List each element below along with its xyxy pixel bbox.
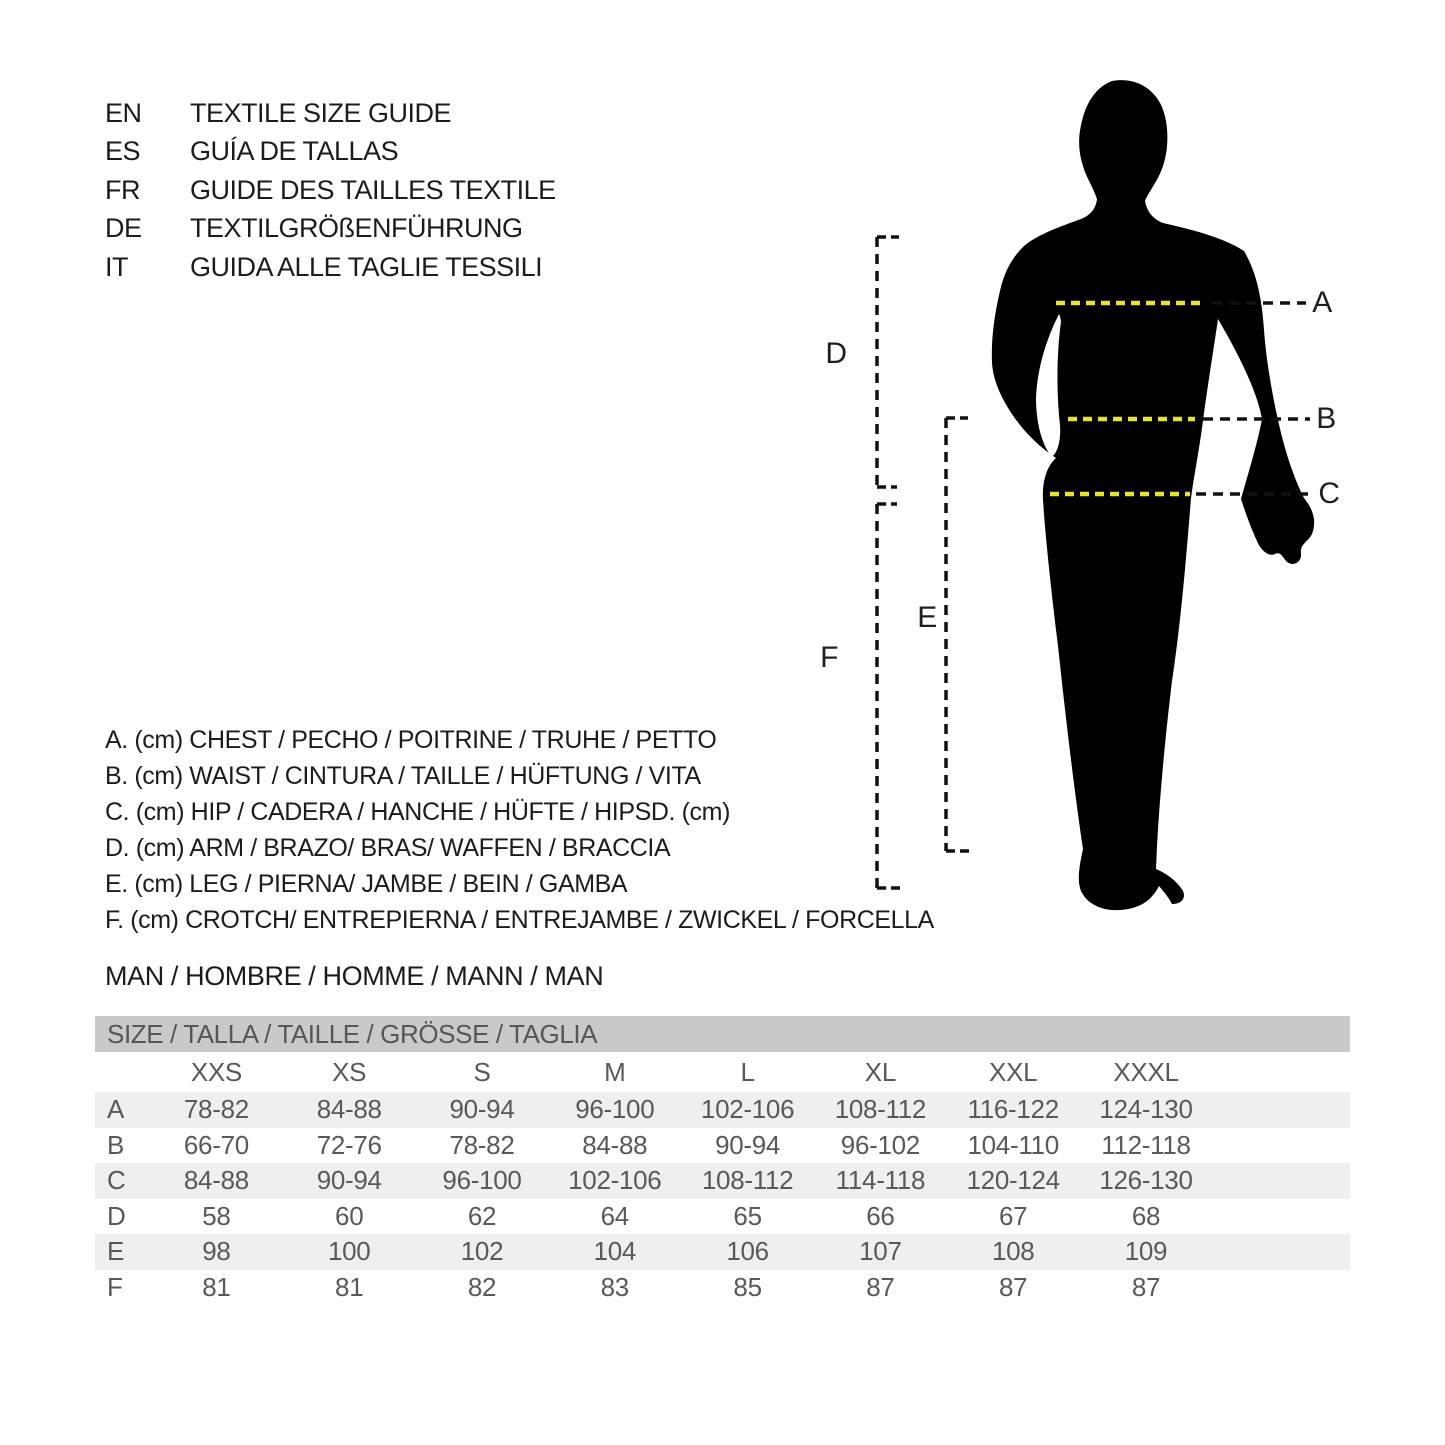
table-cell: 104 <box>593 1236 637 1267</box>
size-table-header: SIZE / TALLA / TAILLE / GRÖSSE / TAGLIA <box>95 1016 1350 1052</box>
table-cell: 120-124 <box>966 1165 1060 1196</box>
legend-arm: D. (cm) ARM / BRAZO/ BRAS/ WAFFEN / BRACCIA <box>105 833 671 862</box>
table-cell: 108-112 <box>701 1165 794 1196</box>
legend-waist: B. (cm) WAIST / CINTURA / TAILLE / HÜFTUNG / VITA <box>105 761 701 790</box>
table-cell: 116-122 <box>967 1094 1059 1125</box>
table-cell: 96-100 <box>442 1165 522 1196</box>
size-labels-row <box>95 1052 1350 1092</box>
table-row-waist <box>95 1128 1350 1164</box>
lang-code: EN <box>105 97 142 128</box>
lang-title: GUÍA DE TALLAS <box>190 136 399 167</box>
table-cell: 98 <box>202 1236 231 1267</box>
table-cell: 112-118 <box>1101 1129 1191 1160</box>
lang-title: TEXTILE SIZE GUIDE <box>190 97 452 128</box>
table-row-arm <box>95 1199 1350 1235</box>
table-cell: 90-94 <box>715 1129 781 1160</box>
size-col-l: L <box>740 1056 755 1087</box>
table-cell: 96-100 <box>575 1094 655 1125</box>
table-cell: 104-110 <box>967 1129 1059 1160</box>
table-cell: 126-130 <box>1099 1165 1193 1196</box>
row-label: E <box>107 1236 125 1267</box>
table-cell: 100 <box>327 1236 371 1267</box>
lang-row-de <box>105 210 556 249</box>
table-cell: 64 <box>600 1200 629 1231</box>
table-cell: 82 <box>467 1271 497 1302</box>
table-cell: 84-88 <box>316 1094 382 1125</box>
table-cell: 114-118 <box>835 1165 926 1196</box>
table-cell: 78-82 <box>449 1129 515 1160</box>
lang-code: FR <box>105 174 140 205</box>
table-cell: 87 <box>999 1271 1028 1302</box>
table-cell: 102-106 <box>700 1094 795 1125</box>
table-cell: 124-130 <box>1099 1094 1193 1125</box>
legend-hip: C. (cm) HIP / CADERA / HANCHE / HÜFTE / HIPSD. (cm) <box>105 797 731 826</box>
table-cell: 90-94 <box>449 1094 515 1125</box>
table-cell: 106 <box>726 1236 769 1267</box>
row-label: F <box>107 1271 123 1302</box>
size-col-xs: XS <box>332 1056 367 1087</box>
measure-label-hip: C <box>1318 477 1340 510</box>
legend-chest: A. (cm) CHEST / PECHO / POITRINE / TRUHE / PETTO <box>105 725 717 754</box>
measure-label-chest: A <box>1312 286 1332 319</box>
lang-code: IT <box>105 251 128 282</box>
lang-title: GUIDE DES TAILLES TEXTILE <box>190 174 556 205</box>
table-cell: 72-76 <box>316 1129 382 1160</box>
table-cell: 96-102 <box>840 1129 920 1160</box>
gender-title: MAN / HOMBRE / HOMME / MANN / MAN <box>105 961 604 991</box>
lang-row-it <box>105 248 556 287</box>
legend-leg: E. (cm) LEG / PIERNA/ JAMBE / BEIN / GAMBA <box>105 869 628 898</box>
table-cell: 67 <box>999 1200 1028 1231</box>
measure-label-waist: B <box>1316 402 1336 435</box>
table-cell: 108 <box>991 1236 1035 1267</box>
table-row-hip <box>95 1163 1350 1199</box>
lang-row-es <box>105 133 556 172</box>
measure-label-leg: E <box>917 601 937 634</box>
size-col-s: S <box>473 1056 491 1087</box>
measure-label-crotch: F <box>820 641 838 674</box>
lang-title: TEXTILGRÖßENFÜHRUNG <box>190 213 523 244</box>
size-col-xl: XL <box>864 1056 896 1087</box>
lang-code: ES <box>105 136 141 167</box>
table-cell: 108-112 <box>834 1094 927 1125</box>
lang-row-fr <box>105 171 556 210</box>
row-label: D <box>107 1200 126 1231</box>
size-col-xxs: XXS <box>190 1056 242 1087</box>
language-title-list <box>105 94 556 287</box>
table-row-crotch <box>95 1270 1350 1306</box>
size-table <box>95 1016 1350 1305</box>
size-col-xxxl: XXXL <box>1113 1056 1179 1087</box>
table-cell: 78-82 <box>183 1094 249 1125</box>
table-cell: 68 <box>1131 1200 1161 1231</box>
lang-code: DE <box>105 213 142 244</box>
table-cell: 81 <box>335 1271 364 1302</box>
table-cell: 107 <box>859 1236 902 1267</box>
table-cell: 85 <box>733 1271 762 1302</box>
table-cell: 102 <box>460 1236 504 1267</box>
table-cell: 84-88 <box>183 1165 249 1196</box>
table-cell: 87 <box>1131 1271 1161 1302</box>
measurement-legend <box>105 722 934 938</box>
table-cell: 83 <box>600 1271 629 1302</box>
table-row-leg <box>95 1234 1350 1270</box>
table-cell: 60 <box>335 1200 364 1231</box>
row-label: A <box>107 1094 125 1125</box>
measure-label-arm: D <box>825 337 847 370</box>
table-cell: 65 <box>733 1200 762 1231</box>
size-col-m: M <box>604 1056 626 1087</box>
table-cell: 102-106 <box>568 1165 662 1196</box>
table-cell: 66 <box>866 1200 895 1231</box>
size-col-xxl: XXL <box>989 1056 1038 1087</box>
table-cell: 62 <box>467 1200 497 1231</box>
row-label: C <box>107 1165 126 1196</box>
legend-crotch: F. (cm) CROTCH/ ENTREPIERNA / ENTREJAMBE / ZWICKEL / FORCELLA <box>105 905 934 934</box>
table-cell: 87 <box>866 1271 895 1302</box>
table-cell: 66-70 <box>183 1129 249 1160</box>
table-cell: 58 <box>202 1200 231 1231</box>
table-cell: 84-88 <box>582 1129 648 1160</box>
table-row-chest <box>95 1092 1350 1128</box>
lang-row-en <box>105 94 556 133</box>
row-label: B <box>107 1129 125 1160</box>
lang-title: GUIDA ALLE TAGLIE TESSILI <box>190 251 543 282</box>
table-cell: 81 <box>202 1271 231 1302</box>
table-cell: 90-94 <box>316 1165 382 1196</box>
table-cell: 109 <box>1124 1236 1168 1267</box>
